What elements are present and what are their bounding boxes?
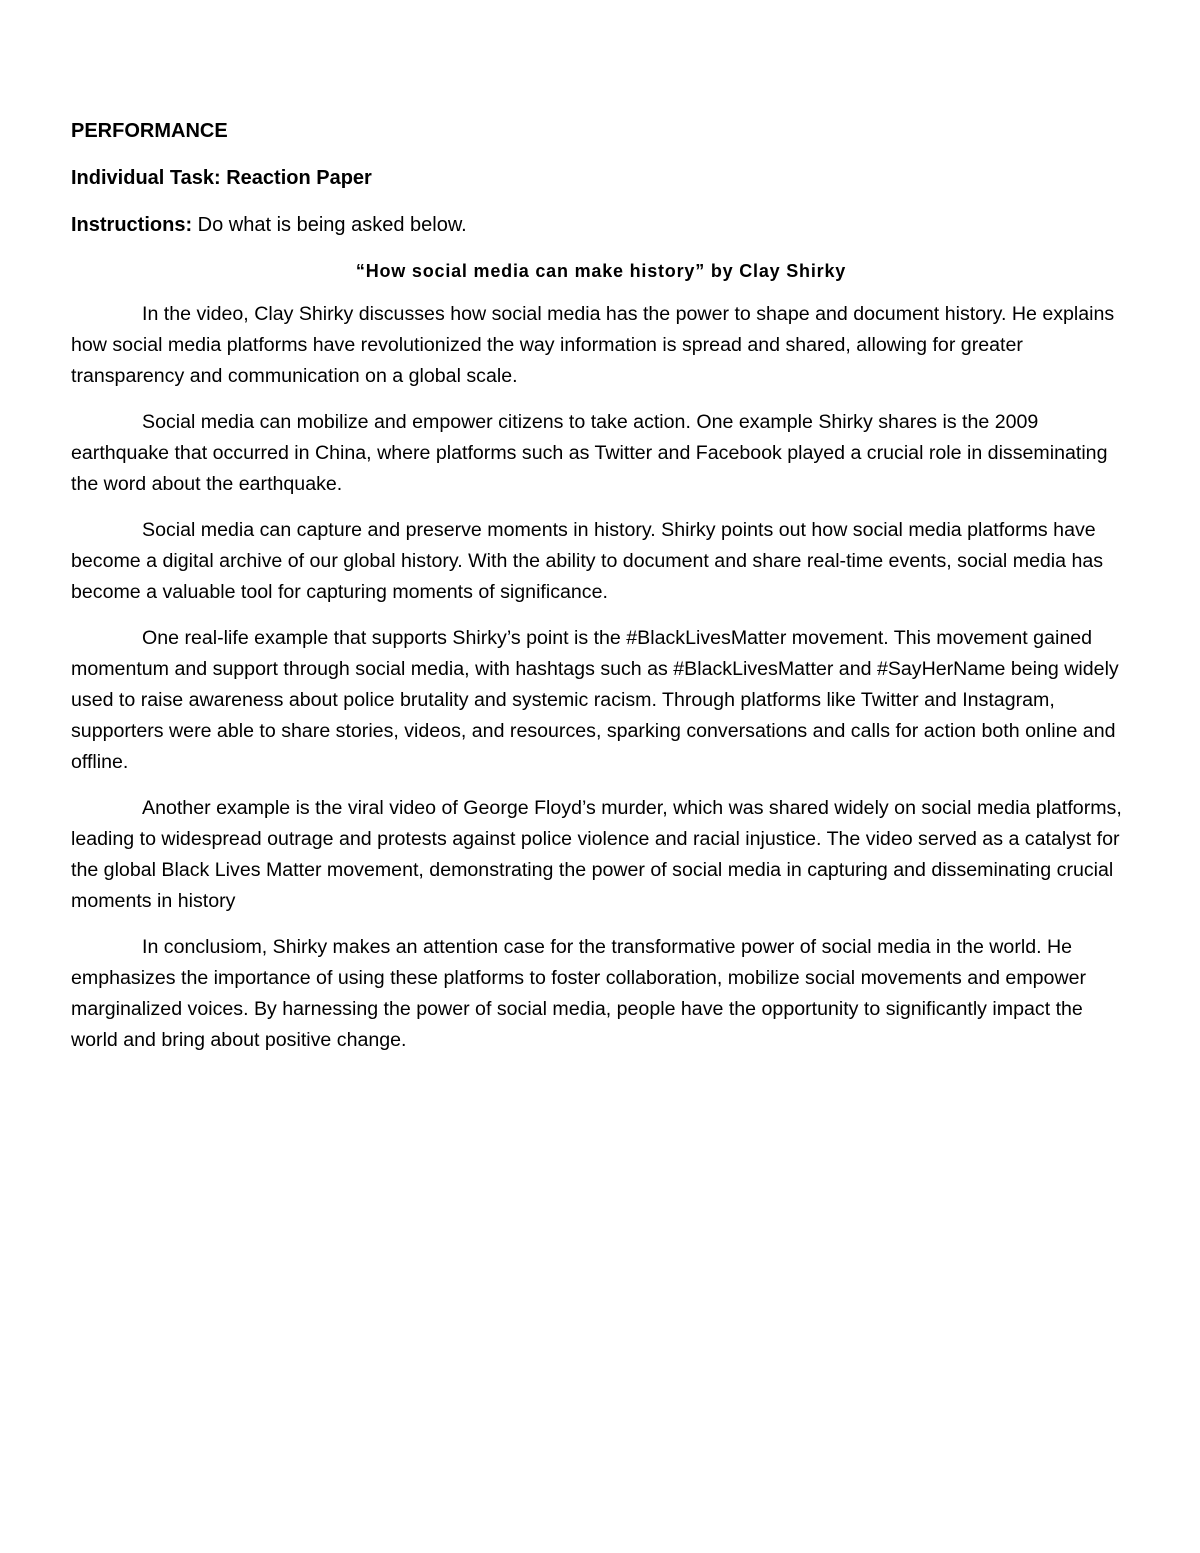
paragraph-2: Social media can mobilize and empower citizens to take action. One example Shirky shares is the 2009 earthquake that occurred in China, where platforms such as Twitter and Facebook played a crucial role in disseminating the word about the earthquake. <box>71 411 1108 495</box>
instructions-line <box>71 212 1131 238</box>
paragraph-1: In the video, Clay Shirky discusses how social media has the power to shape and document history. He explains how social media platforms have revolutionized the way information is spread and shared, allowing for greater transparency and communication on a global scale. <box>71 303 1115 387</box>
paragraph-4: One real-life example that supports Shirky’s point is the #BlackLivesMatter movement. This movement gained momentum and support through social media, with hashtags such as #BlackLivesMatter and #SayHerName being widely used to raise awareness about police brutality and systemic racism. Through platforms like Twitter and Instagram, supporters were able to share stories, videos, and resources, sparking conversations and calls for action both online and offline. <box>71 627 1119 773</box>
instructions-label: Instructions: <box>71 214 193 236</box>
paragraph-3: Social media can capture and preserve moments in history. Shirky points out how social media platforms have become a digital archive of our global history. With the ability to document and share real-time events, social media has become a valuable tool for capturing moments of significance. <box>71 519 1104 603</box>
paragraph-6: In conclusiom, Shirky makes an attention case for the transformative power of social media in the world. He emphasizes the importance of using these platforms to foster collaboration, mobilize social movements and empower marginalized voices. By harnessing the power of social media, people have the opportunity to significantly impact the world and bring about positive change. <box>71 936 1087 1051</box>
section-label: PERFORMANCE <box>71 120 228 142</box>
paper-title: “How social media can make history” by Clay Shirky <box>355 261 847 281</box>
instructions-text: Do what is being asked below. <box>192 214 467 236</box>
document-body <box>71 118 1131 1071</box>
task-label: Individual Task: Reaction Paper <box>71 167 372 189</box>
paragraph-5: Another example is the viral video of George Floyd’s murder, which was shared widely on social media platforms, leading to widespread outrage and protests against police violence and racial injustice. The video served as a catalyst for the global Black Lives Matter movement, demonstrating the power of social media in capturing and disseminating crucial moments in history <box>71 797 1122 912</box>
